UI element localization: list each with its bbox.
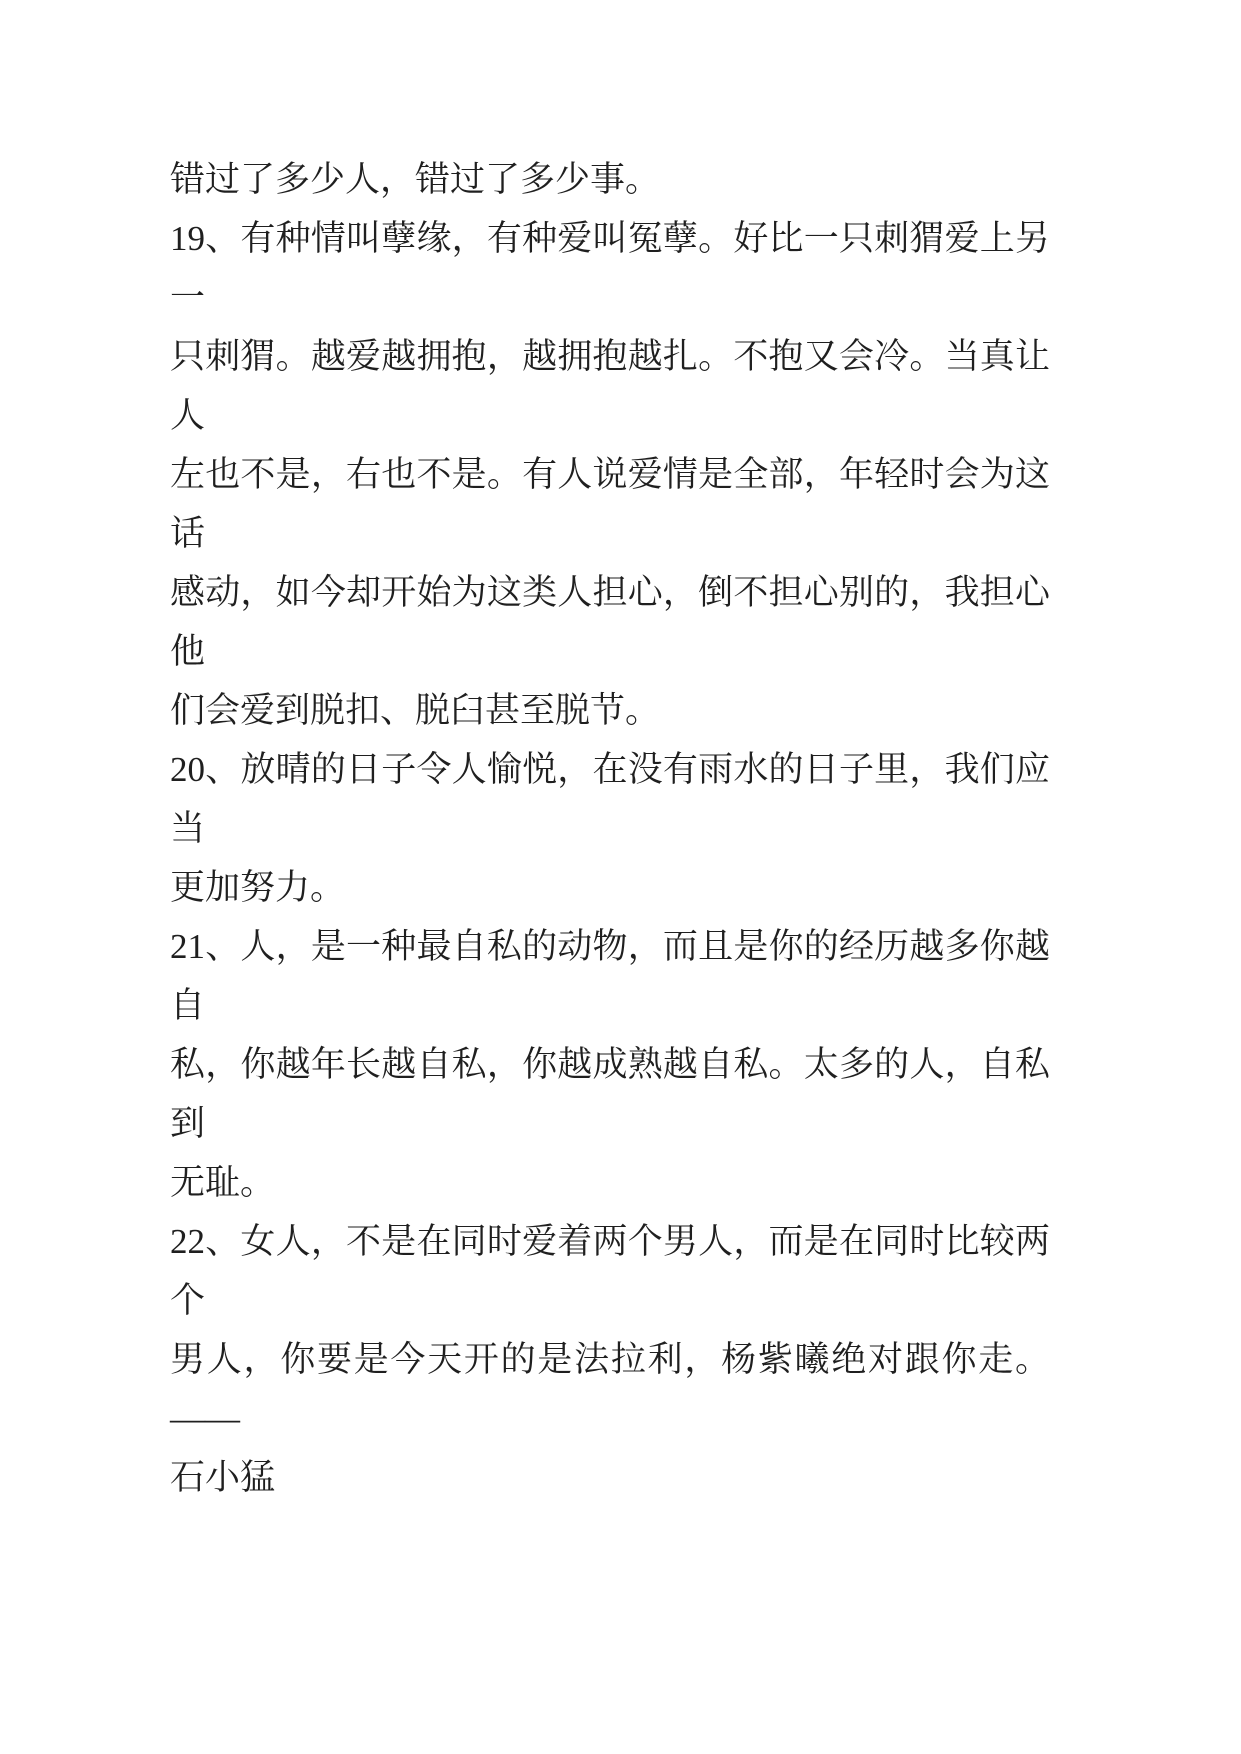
quote-21-line-1: 21、人，是一种最自私的动物，而且是你的经历越多你越自: [170, 927, 1050, 1025]
quote-19-line-3: 左也不是，右也不是。有人说爱情是全部，年轻时会为这话: [170, 455, 1050, 553]
quotes-text-block: [170, 150, 1050, 1507]
quote-19-line-2: 只刺猬。越爱越拥抱，越拥抱越扎。不抱又会冷。当真让人: [170, 337, 1050, 435]
quote-21-line-3: 无耻。: [170, 1163, 276, 1202]
quote-20-line-1: 20、放晴的日子令人愉悦，在没有雨水的日子里，我们应当: [170, 750, 1050, 848]
quote-19-line-5: 们会爱到脱扣、脱臼甚至脱节。: [170, 691, 661, 730]
quote-19-line-4: 感动，如今却开始为这类人担心，倒不担心别的，我担心他: [170, 573, 1050, 671]
quote-19-line-1: 19、有种情叫孽缘，有种爱叫冤孽。好比一只刺猬爱上另一: [170, 219, 1050, 317]
quote-22-line-2: 男人，你要是今天开的是法拉利，杨紫曦绝对跟你走。——: [170, 1340, 1050, 1438]
quote-21-line-2: 私，你越年长越自私，你越成熟越自私。太多的人，自私到: [170, 1045, 1050, 1143]
quote-18-line-1: 错过了多少人，错过了多少事。: [170, 160, 661, 199]
quote-22-attribution: 石小猛: [170, 1458, 276, 1497]
quote-20-line-2: 更加努力。: [170, 868, 346, 907]
quote-22-line-1: 22、女人，不是在同时爱着两个男人，而是在同时比较两个: [170, 1222, 1050, 1320]
